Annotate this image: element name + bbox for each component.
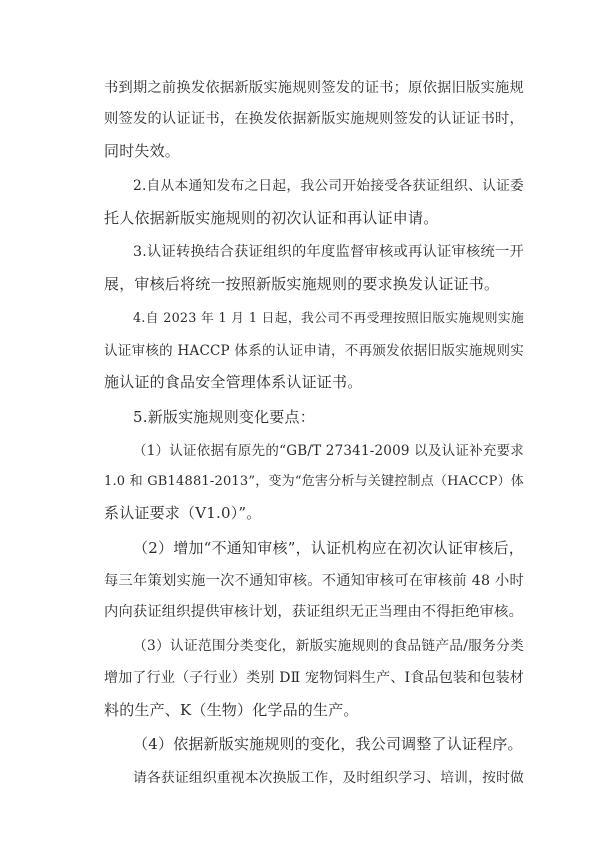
point-3-line-3: 料的生产、K（生物）化学品的生产。 xyxy=(104,701,359,719)
closing-line-1: 请各获证组织重视本次换版工作，及时组织学习、培训，按时做 xyxy=(133,770,524,786)
point-1-line-1: （1）认证依据有原先的“GB/T 27341-2009 以及认证补充要求 xyxy=(133,443,524,459)
paragraph-1-line-2: 则签发的认证证书，在换发依据新版实施规则签发的认证证书时， xyxy=(104,111,524,127)
paragraph-1-line-1: 书到期之前换发依据新版实施规则签发的证书；原依据旧版实施规 xyxy=(104,80,524,96)
item-2-line-2: 托人依据新版实施规则的初次认证和再认证申请。 xyxy=(104,209,439,227)
item-3-line-1: 3.认证转换结合获证组织的年度监督审核或再认证审核统一开 xyxy=(133,244,524,260)
item-5-heading: 5.新版实施规则变化要点： xyxy=(133,408,315,426)
point-1-line-2: 1.0 和 GB14881-2013”，变为“危害分析与关键控制点（HACCP）体 xyxy=(104,474,524,489)
point-2-line-1: （2）增加“不通知审核”，认证机构应在初次认证审核后， xyxy=(133,539,524,557)
point-2-line-2: 每三年策划实施一次不通知审核。不通知审核可在审核前 48 小时 xyxy=(104,573,524,589)
paragraph-1-line-3: 同时失效。 xyxy=(104,142,181,160)
item-3-line-2: 展，审核后将统一按照新版实施规则的要求换发认证证书。 xyxy=(104,275,500,293)
item-4-line-1: 4.自 2023 年 1 月 1 日起，我公司不再受理按照旧版实施规则实施 xyxy=(133,311,524,326)
item-4-line-3: 施认证的食品安全管理体系认证证书。 xyxy=(104,373,363,391)
point-3-line-1: （3）认证范围分类变化，新版实施规则的食品链产品/服务分类 xyxy=(133,638,524,654)
item-4-line-2: 认证审核的 HACCP 体系的认证申请，不再颁发依据旧版实施规则实 xyxy=(104,343,524,359)
point-3-line-2: 增加了行业（子行业）类别 DⅡ 宠物饲料生产、Ⅰ食品包装和包装材 xyxy=(104,670,524,686)
item-2-line-1: 2.自从本通知发布之日起，我公司开始接受各获证组织、认证委 xyxy=(133,178,524,194)
point-2-line-3: 内向获证组织提供审核计划，获证组织无正当理由不得拒绝审核。 xyxy=(104,604,524,620)
point-4-line-1: （4）依据新版实施规则的变化，我公司调整了认证程序。 xyxy=(133,735,523,753)
point-1-line-3: 系认证要求（V1.0）”。 xyxy=(104,504,262,522)
